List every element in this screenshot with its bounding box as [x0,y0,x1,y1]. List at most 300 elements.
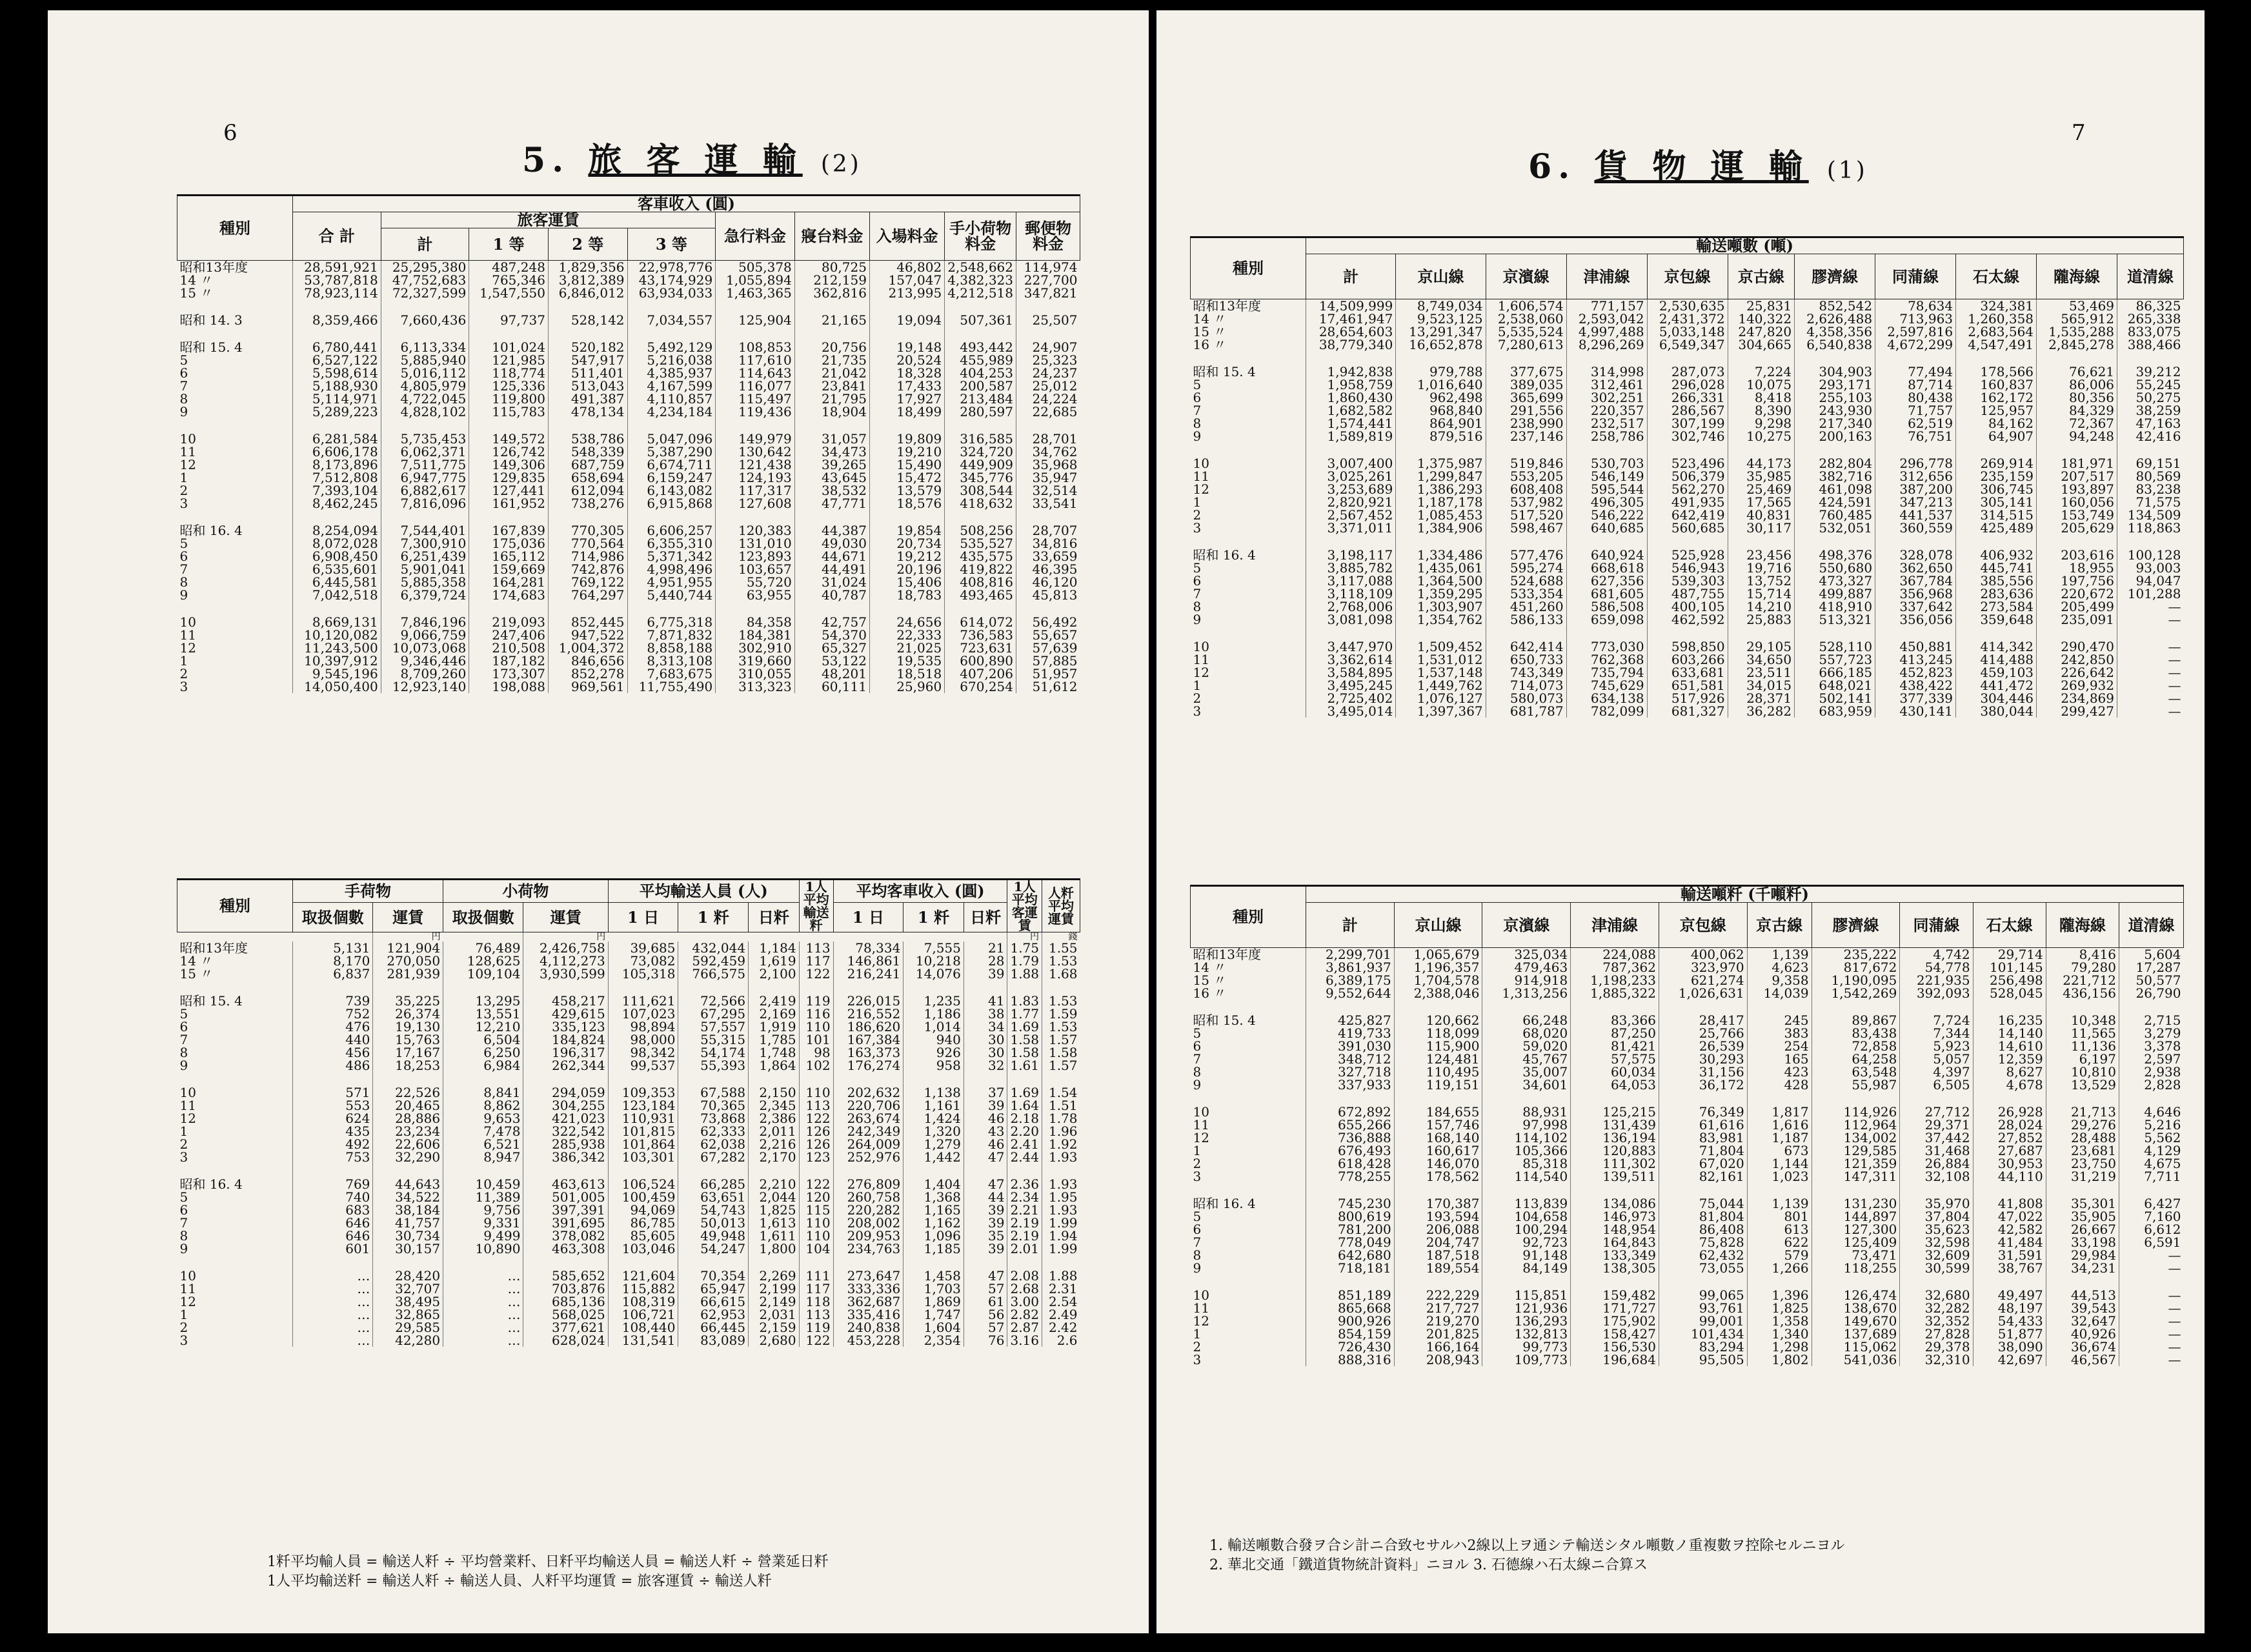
table-cell: … [293,1321,373,1334]
table-cell: 302,746 [1647,430,1728,443]
table-cell: 266,331 [1647,391,1728,404]
table-cell: 264,009 [833,1138,903,1151]
table-cell: 57 [964,1282,1007,1295]
table-row [177,616,1080,629]
table-cell: 4,358,356 [1795,325,1875,338]
table-cell: 335,416 [833,1308,903,1321]
table-row [1191,561,2184,574]
table-cell: 17,461,947 [1306,312,1396,325]
table-cell: 285,938 [523,1138,608,1151]
table-row [177,629,1080,641]
table-cell [381,327,469,341]
table-cell: 2,299,701 [1306,948,1395,962]
table-cell: 15,763 [373,1033,443,1046]
table-cell: 113 [799,1308,833,1321]
table-cell: 55,657 [1016,629,1080,641]
table-cell: 149,979 [716,432,795,445]
table-cell: 3,495,014 [1306,705,1396,718]
table-cell: 22,685 [1016,405,1080,418]
table-cell: 170,387 [1394,1197,1482,1210]
table-cell: 3,495,245 [1306,679,1396,692]
row-label: 14 〃 [179,272,214,288]
col-express: 急行料金 [716,212,795,261]
table-cell: 532,051 [1795,521,1875,534]
table-cell: 4,997,488 [1566,325,1647,338]
row-label [1191,626,1306,640]
table-cell: 30,734 [373,1229,443,1242]
table-cell: 32,352 [1900,1315,1973,1327]
row-label: 9 [1193,1260,1202,1276]
row-label: 昭和 15. 4 [1193,364,1256,379]
table-cell: 54,247 [678,1242,749,1255]
table-row [177,379,1080,392]
table-cell [716,327,795,341]
table-cell: 787,362 [1571,961,1659,974]
table-cell: 208,002 [833,1216,903,1229]
table-cell: 39,685 [608,942,678,954]
table-cell [2046,1274,2119,1289]
table-cell: 109,104 [443,967,523,980]
table-cell: 46,395 [1016,563,1080,576]
row-label: 15 〃 [179,285,214,301]
table-cell: 436,156 [2046,987,2119,1000]
section-number: 5. [522,141,570,180]
table-cell: — [2119,1302,2183,1315]
table-cell: 1,196,357 [1394,961,1482,974]
table-cell [381,601,469,616]
table-cell: 120 [799,1191,833,1204]
table-cell: 742,876 [548,563,627,576]
table-cell: 148,954 [1571,1223,1659,1236]
table-cell: 56 [964,1308,1007,1321]
table-cell: 8,418 [1728,391,1794,404]
row-label: 10 [1193,639,1209,654]
table-row [177,1178,1080,1191]
table-cell: 770,305 [548,524,627,537]
table-cell: 11,136 [2046,1040,2119,1053]
table-cell: — [2117,613,2184,626]
table-cell [1647,626,1728,640]
table-cell: 6,606,178 [293,445,381,458]
table-cell: 1,014 [903,1020,964,1033]
table-cell: 6,612 [2119,1223,2183,1236]
table-cell: 101,145 [1973,961,2046,974]
table-cell: 127,608 [716,497,795,510]
table-cell [1659,1091,1747,1105]
table-cell [443,980,523,994]
row-label: 7 [179,561,188,577]
table-cell: 54,174 [678,1046,749,1059]
table-cell: 404,253 [945,367,1016,379]
row-label: 7 [179,1032,188,1047]
table-cell: 193,594 [1394,1210,1482,1223]
table-cell: 42,582 [1973,1223,2046,1236]
table-cell: 120,883 [1571,1144,1659,1157]
table-cell [1566,534,1647,549]
table-cell: 149,306 [469,458,549,471]
table-cell: 8,947 [443,1151,523,1163]
table-cell: 299,427 [2037,705,2117,718]
table-cell: 86,006 [2037,378,2117,391]
table-cell: 501,005 [523,1191,608,1204]
table-cell: 2,567,452 [1306,509,1396,521]
table-cell: 2,768,006 [1306,600,1396,613]
table-cell [1486,443,1566,457]
table-cell: 562,270 [1647,483,1728,496]
row-label [177,510,293,524]
table-cell: 1,354,762 [1396,613,1486,626]
table-cell: 769 [293,1178,373,1191]
table-cell: 203,616 [2037,549,2117,561]
table-cell: 367,784 [1875,574,1956,587]
table-cell [1728,351,1794,365]
table-cell [2117,534,2184,549]
table-cell: 114,974 [1016,261,1080,274]
table-cell: 852,278 [548,667,627,680]
table-cell: 673 [1747,1144,1812,1157]
table-cell: 35,970 [1900,1197,1973,1210]
table-cell: 6,947,775 [381,471,469,484]
table-cell: 105,366 [1482,1144,1571,1157]
table-cell: 419,733 [1306,1027,1395,1040]
table-cell: 213,484 [945,392,1016,405]
section-number: 6. [1528,147,1577,186]
table-cell: 765,346 [469,274,549,287]
col-mail: 郵便物料金 [1016,212,1080,261]
section-name: 旅 客 運 輸 [588,141,803,180]
table-cell: 187,182 [469,654,549,667]
table-cell: 105,318 [608,967,678,980]
table-cell: 4,385,937 [627,367,716,379]
table-cell: 57,575 [1571,1053,1659,1065]
table-cell: 221,935 [1900,974,1973,987]
table-row [177,1163,1080,1178]
table-cell: 4,212,518 [945,287,1016,299]
table-cell: 362,816 [794,287,869,299]
table-cell: 438,422 [1875,679,1956,692]
table-cell: 388,466 [2117,338,2184,351]
table-cell: 1,266 [1747,1262,1812,1274]
table-cell: 2,169 [749,1007,800,1020]
table-cell: 461,098 [1795,483,1875,496]
table-cell [903,1163,964,1178]
table-cell: 21,165 [794,314,869,327]
table-cell: 38,532 [794,484,869,497]
table-cell: 208,943 [1394,1353,1482,1366]
row-label: 6 [1193,1222,1202,1237]
col-per-day: 1 日 [608,903,678,932]
table-cell: 864,901 [1396,417,1486,430]
col-rev-per-km: 1 粁 [903,903,964,932]
table-cell: 3,447,970 [1306,640,1396,653]
table-cell: 47,752,683 [381,274,469,287]
table-cell: 4,397 [1900,1065,1973,1078]
table-cell: 568,025 [523,1308,608,1321]
table-cell: 2.21 [1007,1204,1042,1216]
table-cell: 232,517 [1566,417,1647,430]
table-cell: 110 [799,1086,833,1099]
table-cell: 21,042 [794,367,869,379]
table-cell: 213,995 [869,287,944,299]
col-line: 京山線 [1394,903,1482,948]
table-cell: 3,371,011 [1306,521,1396,534]
table-cell: 4,951,955 [627,576,716,589]
table-row [177,1007,1080,1020]
table-cell: 538,786 [548,432,627,445]
table-row [1191,1065,2184,1078]
table-cell: 29,984 [2046,1249,2119,1262]
row-label: 3 [179,1333,188,1348]
table-cell: 73,471 [1812,1249,1900,1262]
table-cell: 335,123 [523,1020,608,1033]
table-cell: 14,610 [1973,1040,2046,1053]
row-label: 11 [1193,1117,1209,1133]
table-cell: 130,642 [716,445,795,458]
table-cell: 72,367 [2037,417,2117,430]
row-label: 昭和 16. 4 [1193,1196,1256,1211]
table-cell: 579 [1747,1249,1812,1262]
table-cell: 969,561 [548,680,627,693]
row-label [177,601,293,616]
table-cell: 41,808 [1973,1197,2046,1210]
table-cell [2117,351,2184,365]
table-cell: 528,142 [548,314,627,327]
table-cell: 4,722,045 [381,392,469,405]
table-cell: 120,383 [716,524,795,537]
table-cell [1900,1274,1973,1289]
table-cell: 6,445,581 [293,576,381,589]
table-cell: 55,987 [1812,1078,1900,1091]
table-cell: 435,575 [945,550,1016,563]
table-cell: 473,327 [1795,574,1875,587]
table-cell: 1,004,372 [548,641,627,654]
table-cell: 13,752 [1728,574,1794,587]
table-cell [1566,443,1647,457]
table-cell: 7,683,675 [627,667,716,680]
table-cell: 312,656 [1875,470,1956,483]
table-cell: 608,408 [1486,483,1566,496]
table-cell: 7,512,808 [293,471,381,484]
table-cell: 290,470 [2037,640,2117,653]
table-cell: 254 [1747,1040,1812,1053]
table-cell: 70,365 [678,1099,749,1112]
table-cell [716,601,795,616]
table-cell: 2.87 [1007,1321,1042,1334]
table-cell: 35,905 [2046,1210,2119,1223]
table-cell: 116,077 [716,379,795,392]
table-cell: 22,526 [373,1086,443,1099]
table-cell: 5,371,342 [627,550,716,563]
table-cell: 136,293 [1482,1315,1571,1327]
table-row [1191,1249,2184,1262]
table-cell: 4,167,599 [627,379,716,392]
table-cell: 206,088 [1394,1223,1482,1236]
table-cell [1394,1183,1482,1197]
table-cell: 94,047 [2117,574,2184,587]
table-cell: 687,759 [548,458,627,471]
table-cell: 10,075 [1728,378,1794,391]
table-cell: 304,255 [523,1099,608,1112]
table-row [177,980,1080,994]
table-cell: 125,904 [716,314,795,327]
table-cell: 47,022 [1973,1210,2046,1223]
table-cell: 778,255 [1306,1170,1395,1183]
table-cell: 1,298 [1747,1340,1812,1353]
col-class3: 3 等 [627,228,716,261]
table-cell: 146,070 [1394,1157,1482,1170]
table-cell: 94,248 [2037,430,2117,443]
table-cell: 47,163 [2117,417,2184,430]
table-cell: 42,697 [1973,1353,2046,1366]
table-cell: 95,505 [1659,1353,1747,1366]
table-cell: 55,720 [716,576,795,589]
table-cell: 73,055 [1659,1262,1747,1274]
table-cell: 4,742 [1900,948,1973,962]
table-cell: 13,529 [2046,1078,2119,1091]
table-cell: 634,138 [1566,692,1647,705]
table-cell: 117,317 [716,484,795,497]
table-cell [2117,443,2184,457]
table-cell: 4,110,857 [627,392,716,405]
table-cell: 1.57 [1042,1033,1080,1046]
row-label: 昭和13年度 [179,940,248,956]
table-cell: 766,575 [678,967,749,980]
table-cell: 1,435,061 [1396,561,1486,574]
table-cell: 114,643 [716,367,795,379]
table-cell: 764,297 [548,589,627,601]
table-cell: 2,150 [749,1086,800,1099]
table-row [177,405,1080,418]
unit-sen: 錢 [1042,932,1080,942]
table-cell: 493,465 [945,589,1016,601]
table-cell: 98,000 [608,1033,678,1046]
table-cell: 557,723 [1795,653,1875,666]
table-cell: 4,646 [2119,1105,2183,1118]
table-cell: 196,684 [1571,1353,1659,1366]
row-label: 3 [1193,1352,1202,1367]
table-cell: 286,567 [1647,404,1728,417]
table-row [177,367,1080,379]
table-row [177,354,1080,367]
table-cell: 560,685 [1647,521,1728,534]
table-cell: 1,186 [903,1007,964,1020]
table-cell: 681,605 [1566,587,1647,600]
table-cell: 67,295 [678,1007,749,1020]
table-row [177,1229,1080,1242]
row-label: 12 [179,1294,196,1309]
table-cell: 21,735 [794,354,869,367]
table-cell [548,299,627,314]
unit-yen: 円 [1007,932,1042,942]
table-cell: 13,579 [869,484,944,497]
table-cell: 1,375,987 [1396,457,1486,470]
table-cell: 2,548,662 [945,261,1016,274]
table-cell: 175,036 [469,537,549,550]
freight-ton-km-table [1190,885,2184,1366]
table-cell: 139,511 [1571,1170,1659,1183]
table-cell: 224,088 [1571,948,1659,962]
table-cell: 22,606 [373,1138,443,1151]
table-cell: 84,149 [1482,1262,1571,1274]
table-cell: 265,338 [2117,312,2184,325]
table-row [1191,509,2184,521]
table-cell: 1,682,582 [1306,404,1396,417]
table-cell: 31,057 [794,432,869,445]
table-row [1191,338,2184,351]
table-cell: 377,675 [1486,365,1566,378]
table-row [177,1138,1080,1151]
table-cell: 35,623 [1900,1223,1973,1236]
table-cell: 1.58 [1007,1046,1042,1059]
table-cell: 1.83 [1007,994,1042,1007]
table-cell: 312,461 [1566,378,1647,391]
row-label: 7 [1193,403,1202,418]
table-cell: 5,216 [2119,1118,2183,1131]
table-row [177,1334,1080,1347]
table-cell [2119,1000,2183,1014]
table-row [1191,521,2184,534]
table-cell [1875,534,1956,549]
table-cell [678,1163,749,1178]
table-cell: 46 [964,1112,1007,1125]
table-row [1191,1353,2184,1366]
table-cell: 1,359,295 [1396,587,1486,600]
table-cell: 4,998,496 [627,563,716,576]
table-cell: 8,669,131 [293,616,381,629]
table-cell: 479,463 [1482,961,1571,974]
table-cell [945,418,1016,432]
table-cell: 25,766 [1659,1027,1747,1040]
table-cell: 8,254,094 [293,524,381,537]
col-fare-group: 旅客運賃 [381,212,716,228]
table-cell: 133,349 [1571,1249,1659,1262]
table-cell: 642,419 [1647,509,1728,521]
table-cell: 6,908,450 [293,550,381,563]
table-cell: 3,117,088 [1306,574,1396,587]
table-cell: 8,462,245 [293,497,381,510]
table-cell: 31,024 [794,576,869,589]
table-cell: 83,089 [678,1334,749,1347]
table-cell: 32,865 [373,1308,443,1321]
table-cell: 217,340 [1795,417,1875,430]
table-cell: 435 [293,1125,373,1138]
table-cell: 66,445 [678,1321,749,1334]
table-row [177,418,1080,432]
table-cell: 362,687 [833,1295,903,1308]
table-row [1191,391,2184,404]
table-cell: 293,171 [1795,378,1875,391]
table-cell: 7,660,436 [381,314,469,327]
col-line: 京包線 [1647,254,1728,299]
table-cell: 586,133 [1486,613,1566,626]
table-cell: 6,505 [1900,1078,1973,1091]
table-cell: 38,779,340 [1306,338,1396,351]
table-cell: 1.53 [1042,994,1080,1007]
table-cell: 432,044 [678,942,749,954]
table-cell: 86,785 [608,1216,678,1229]
row-label: 8 [1193,416,1202,431]
table-cell: 362,650 [1875,561,1956,574]
table-cell: 505,378 [716,261,795,274]
table-row [177,667,1080,680]
table-cell: 21 [964,942,1007,954]
table-cell: 1.57 [1042,1059,1080,1072]
table-cell: 220,706 [833,1099,903,1112]
table-cell: 27,687 [1973,1144,2046,1157]
table-cell: 22,333 [869,629,944,641]
table-cell: 39 [964,1242,1007,1255]
col-line: 計 [1306,903,1395,948]
